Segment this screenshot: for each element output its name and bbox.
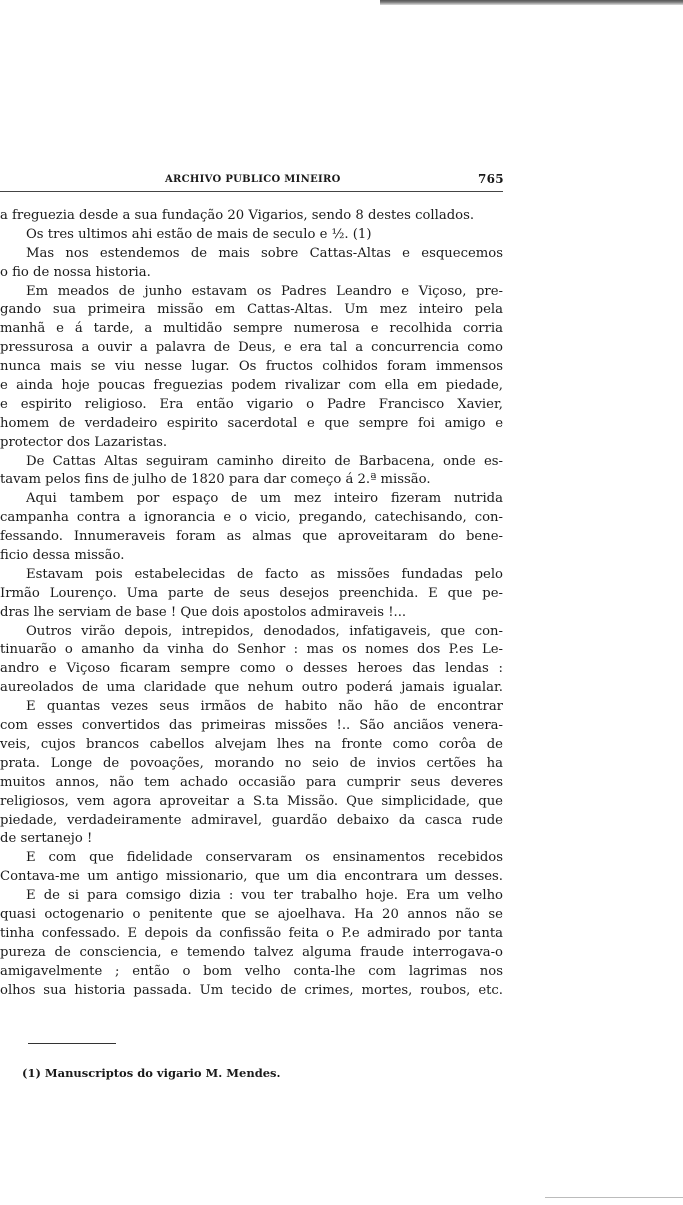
text-line: prata. Longe de povoações, morando no seio de invios certões ha (0, 755, 503, 771)
text-line: tinha confessado. E depois da confissão feita o P.e admirado por tanta (0, 925, 503, 941)
text-line: E quantas vezes seus irmãos de habito não hão de encontrar (26, 699, 503, 715)
text-line: protector dos Lazaristas. (0, 434, 168, 450)
text-line: Outros virão depois, intrepidos, denodados, infatigaveis, que con- (26, 623, 503, 639)
body-text (0, 207, 503, 1000)
text-line: dras lhe serviam de base ! Que dois apostolos admiraveis !... (0, 604, 407, 620)
text-line: E de si para comsigo dizia : vou ter trabalho hoje. Era um velho (26, 888, 503, 904)
text-line: De Cattas Altas seguiram caminho direito de Barbacena, onde es- (26, 453, 503, 469)
text-line: homem de verdadeiro espirito sacerdotal e que sempre foi amigo e (0, 415, 503, 431)
text-line: e espirito religioso. Era então vigario o Padre Francisco Xavier, (0, 396, 503, 412)
page-number: 765 (478, 172, 504, 186)
text-line: tinuarão o amanho da vinha do Senhor : mas os nomes dos P.es Le- (0, 642, 503, 658)
text-line: aureolados de uma claridade que nehum outro poderá jamais igualar. (0, 680, 503, 696)
running-head (0, 172, 520, 188)
text-line: ficio dessa missão. (0, 548, 125, 564)
text-line: Mas nos estendemos de mais sobre Cattas-Altas e esquecemos (26, 245, 503, 261)
text-line: o fio de nossa historia. (0, 264, 151, 280)
text-line: com esses convertidos das primeiras missões !.. São anciãos venera- (0, 718, 503, 734)
text-line: tavam pelos fins de julho de 1820 para dar começo á 2.ª missão. (0, 472, 431, 488)
text-line: nunca mais se viu nesse lugar. Os fructos colhidos foram immensos (0, 359, 503, 375)
text-line: Contava-me um antigo missionario, que um dia encontrara um desses. (0, 869, 503, 885)
text-line: olhos sua historia passada. Um tecido de crimes, mortes, roubos, etc. (0, 982, 503, 998)
text-line: Estavam pois estabelecidas de facto as missões fundadas pelo (26, 566, 503, 582)
text-line: pureza de consciencia, e temendo talvez alguma fraude interrogava-o (0, 944, 503, 960)
header-rule (0, 191, 503, 192)
text-line: religiosos, vem agora aproveitar a S.ta Missão. Que simplicidade, que (0, 793, 503, 809)
text-line: piedade, verdadeiramente admiravel, guardão debaixo da casca rude (0, 812, 503, 828)
text-line: a freguezia desde a sua fundação 20 Vigarios, sendo 8 destes collados. (0, 208, 475, 223)
footnote: (1) Manuscriptos do vigario M. Mendes. (22, 1066, 281, 1080)
text-line: veis, cujos brancos cabellos alvejam lhes na fronte como corôa de (0, 736, 503, 752)
text-line: Em meados de junho estavam os Padres Leandro e Viçoso, pre- (26, 283, 503, 299)
text-line: quasi octogenario o penitente que se ajoelhava. Ha 20 annos não se (0, 906, 503, 922)
text-line: Aqui tambem por espaço de um mez inteiro fizeram nutrida (26, 491, 503, 507)
text-line: de sertanejo ! (0, 831, 93, 847)
text-line: andro e Viçoso ficaram sempre como o desses heroes das lendas : (0, 661, 503, 677)
text-line: gando sua primeira missão em Cattas-Altas. Um mez inteiro pela (0, 302, 503, 318)
text-line: e ainda hoje poucas freguezias podem rivalizar com ella em piedade, (0, 378, 503, 394)
text-line: muitos annos, não tem achado occasião para cumprir seus deveres (0, 774, 503, 790)
text-line: Irmão Lourenço. Uma parte de seus desejos preenchida. E que pe- (0, 585, 503, 601)
footnote-rule (28, 1043, 116, 1044)
text-line: amigavelmente ; então o bom velho conta-lhe com lagrimas nos (0, 963, 503, 979)
running-title: ARCHIVO PUBLICO MINEIRO (165, 174, 341, 185)
scan-edge-bottom (545, 1197, 683, 1201)
text-line: campanha contra a ignorancia e o vicio, pregando, catechisando, con- (0, 510, 503, 526)
scan-edge-top (380, 0, 683, 5)
text-line: fessando. Innumeraveis foram as almas que aproveitaram do bene- (0, 529, 503, 545)
text-line: E com que fidelidade conservaram os ensinamentos recebidos (26, 850, 503, 866)
text-line: pressurosa a ouvir a palavra de Deus, e era tal a concurrencia como (0, 340, 503, 356)
text-line: Os tres ultimos ahi estão de mais de seculo e ½. (1) (26, 226, 372, 242)
text-line: manhã e á tarde, a multidão sempre numerosa e recolhida corria (0, 321, 503, 337)
